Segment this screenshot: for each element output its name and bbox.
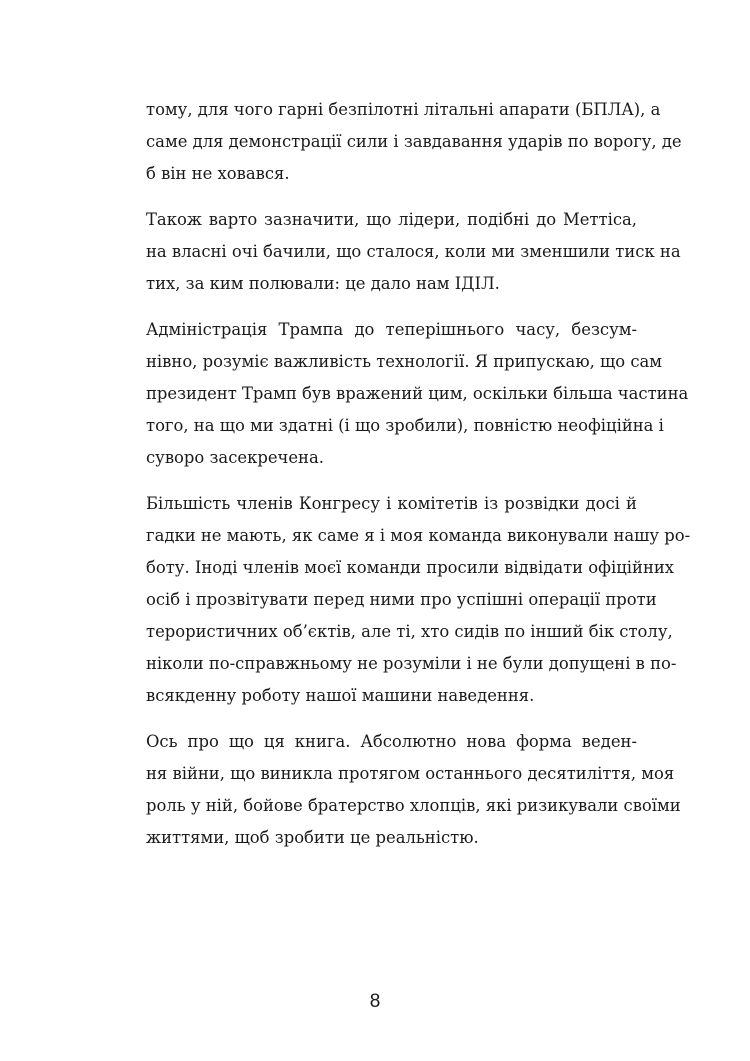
page-number: 8 (369, 991, 381, 1012)
paragraph-5 (117, 726, 681, 854)
text-line: на власні очі бачили, що сталося, коли ми зменшили тиск на (146, 242, 681, 261)
text-line: того, на що ми здатні (і що зробили), повністю неофіційна і (146, 416, 664, 435)
text-line: тому, для чого гарні безпілотні літальні апарати (БПЛА), а (146, 100, 661, 119)
text-line: б він не ховався. (146, 164, 290, 183)
paragraph-3 (117, 314, 689, 474)
text-line: Більшість членів Конгресу і комітетів із розвідки досі й (146, 494, 637, 513)
text-line: ня війни, що виникла протягом останнього десятиліття, моя (146, 764, 675, 783)
text-line: саме для демонстрації сили і завдавання ударів по ворогу, де (146, 132, 682, 151)
text-line: ніколи по-справжньому не розуміли і не були допущені в по- (146, 654, 677, 673)
paragraph-2 (117, 204, 681, 300)
text-line: роль у ній, бойове братерство хлопців, які ризикували своїми (146, 796, 681, 815)
text-line: всякденну роботу нашої машини наведення. (146, 686, 535, 705)
text-line: Також варто зазначити, що лідери, подібні до Меттіса, (146, 210, 637, 229)
text-line: гадки не мають, як саме я і моя команда виконували нашу ро- (146, 526, 691, 545)
text-line: життями, щоб зробити це реальністю. (146, 828, 479, 847)
text-line: нівно, розуміє важливість технології. Я припускаю, що сам (146, 352, 663, 371)
text-line: президент Трамп був вражений цим, оскільки більша частина (146, 384, 689, 403)
text-line: тих, за ким полювали: це дало нам ІДІЛ. (146, 274, 500, 293)
paragraph-1 (117, 94, 682, 190)
text-line: боту. Іноді членів моєї команди просили відвідати офіційних (146, 558, 675, 577)
text-line: суворо засекречена. (146, 448, 324, 467)
text-line: Ось про що ця книга. Абсолютно нова форма веден- (146, 732, 637, 751)
page-body (117, 94, 691, 868)
text-line: терористичних об’єктів, але ті, хто сидів по інший бік столу, (146, 622, 673, 641)
text-line: осіб і прозвітувати перед ними про успішні операції проти (146, 590, 657, 609)
text-line: Адміністрація Трампа до теперішнього часу, безсум- (146, 320, 637, 339)
paragraph-4 (117, 488, 691, 712)
